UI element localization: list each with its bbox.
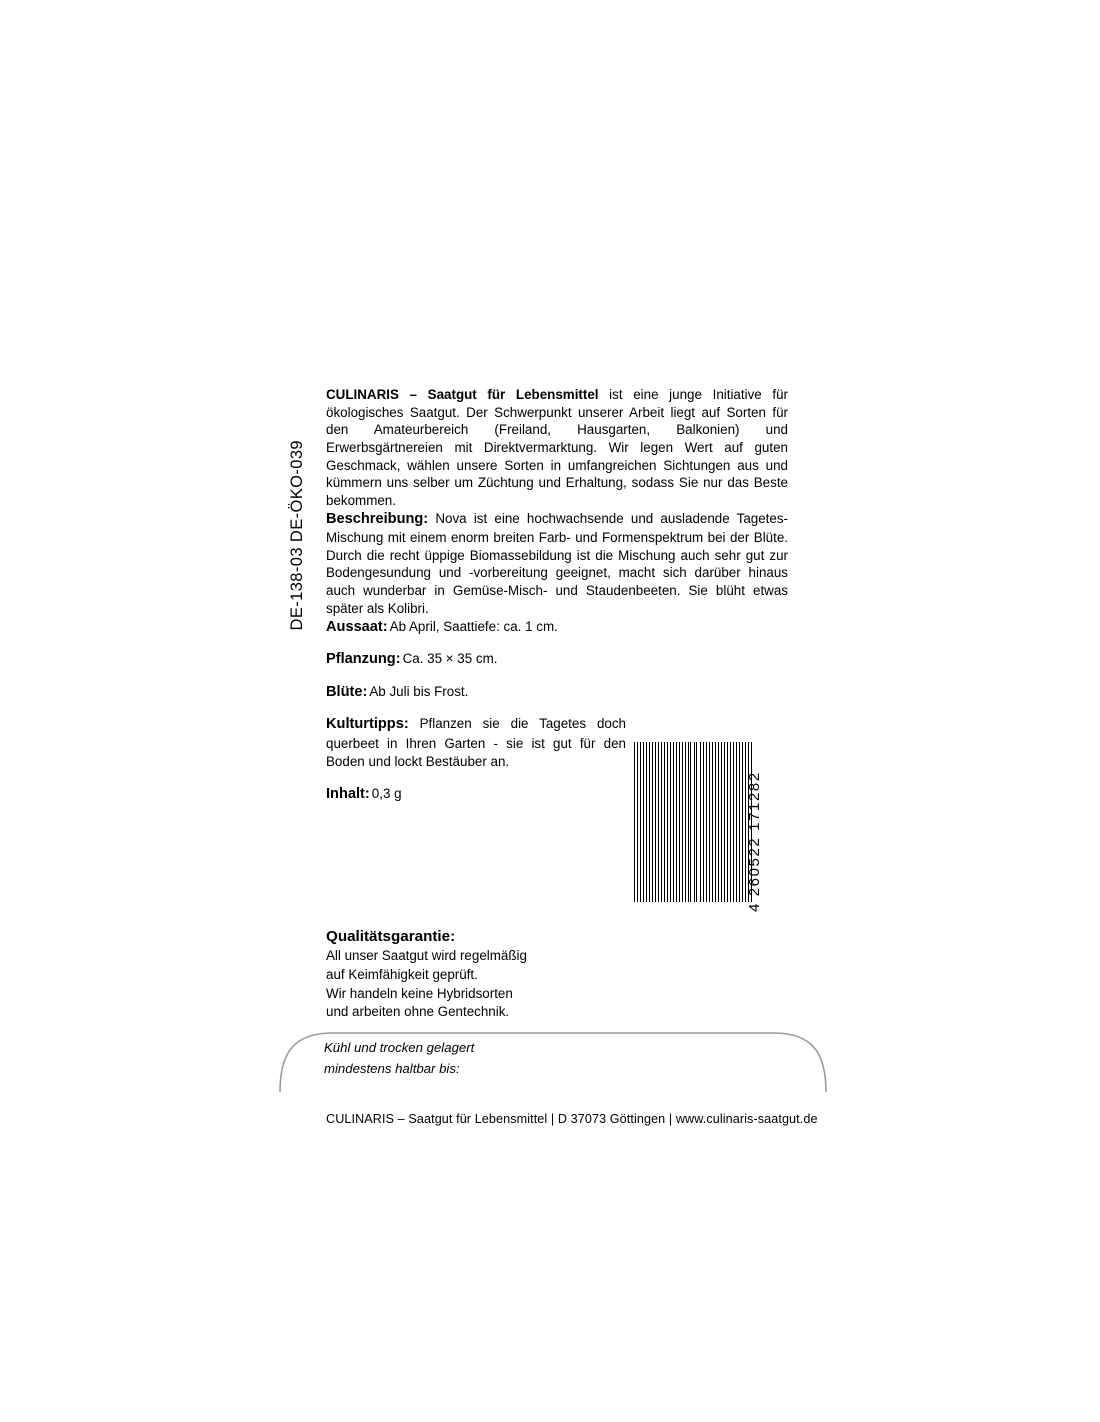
- description-text: Nova ist eine hochwachsende und ausladende Tagetes-Mischung mit einem enorm breiten Farb- und Formenspektrum bei der Blüte. Durch die recht üppige Biomassebildung ist die Mischung auch sehr gut zur Bodengesundung und -vorbereitung geeignet, macht sich darüber hinaus auch wunderbar in Gemüse-Misch- und Staudenbeeten. Sie blüht etwas später als Kolibri.: [326, 510, 788, 616]
- barcode-bars: [634, 742, 754, 902]
- field-kulturtipps-label: Kulturtipps:: [326, 716, 409, 733]
- brand-name: CULINARIS – Saatgut für Lebensmittel: [326, 387, 599, 402]
- description-paragraph: [326, 510, 788, 618]
- barcode: [634, 742, 784, 912]
- storage-text: [324, 1038, 474, 1079]
- field-inhalt-label: Inhalt:: [326, 785, 370, 802]
- intro-text: ist eine junge Initiative für ökologisches Saatgut. Der Schwerpunkt unserer Arbeit liegt auf Sorten für den Amateurbereich (Freiland, Hausgarten, Balkonien) und Erwerbsgärtnereien mit Direktvermarktung. Wir legen Wert auf guten Geschmack, wählen unsere Sorten in umfangreichen Sichtungen aus und kümmern uns selber um Züchtung und Erhaltung, sodass Sie nur das Beste bekommen.: [326, 387, 788, 509]
- quality-guarantee-line-4: und arbeiten ohne Gentechnik.: [326, 1004, 510, 1020]
- field-pflanzung-label: Pflanzung:: [326, 651, 401, 668]
- certification-code: DE-138-03 DE-ÖKO-039: [288, 440, 306, 631]
- field-inhalt-value: 0,3 g: [371, 785, 402, 801]
- field-bluete-label: Blüte:: [326, 683, 368, 700]
- quality-guarantee-title: Qualitätsgarantie:: [326, 928, 456, 945]
- quality-guarantee-line-2: auf Keimfähigkeit geprüft.: [326, 966, 478, 982]
- field-pflanzung: [326, 650, 788, 670]
- field-aussaat: [326, 618, 788, 638]
- field-aussaat-label: Aussaat:: [326, 618, 388, 635]
- description-label: Beschreibung:: [326, 510, 429, 527]
- field-pflanzung-value: Ca. 35 × 35 cm.: [402, 651, 498, 667]
- storage-info: [278, 1030, 828, 1092]
- quality-guarantee: [326, 928, 726, 1022]
- field-kulturtipps: [326, 715, 626, 770]
- barcode-number: 4 260522 171282: [746, 771, 763, 912]
- quality-guarantee-line-3: Wir handeln keine Hybridsorten: [326, 985, 513, 1001]
- quality-guarantee-line-1: All unser Saatgut wird regelmäßig: [326, 948, 527, 963]
- footer-address: CULINARIS – Saatgut für Lebensmittel | D 37073 Göttingen | www.culinaris-saatgut.de: [326, 1112, 818, 1126]
- field-bluete-value: Ab Juli bis Frost.: [369, 683, 469, 699]
- storage-line-2: mindestens haltbar bis:: [324, 1060, 460, 1076]
- field-kulturtipps-text: Pflanzen sie die Tagetes doch querbeet in Ihren Garten - sie ist gut für den Boden und lockt Bestäuber an.: [326, 716, 626, 769]
- field-bluete: [326, 683, 788, 703]
- field-aussaat-value: Ab April, Saattiefe: ca. 1 cm.: [389, 618, 558, 634]
- intro-paragraph: [326, 386, 788, 510]
- storage-line-1: Kühl und trocken gelagert: [324, 1040, 475, 1055]
